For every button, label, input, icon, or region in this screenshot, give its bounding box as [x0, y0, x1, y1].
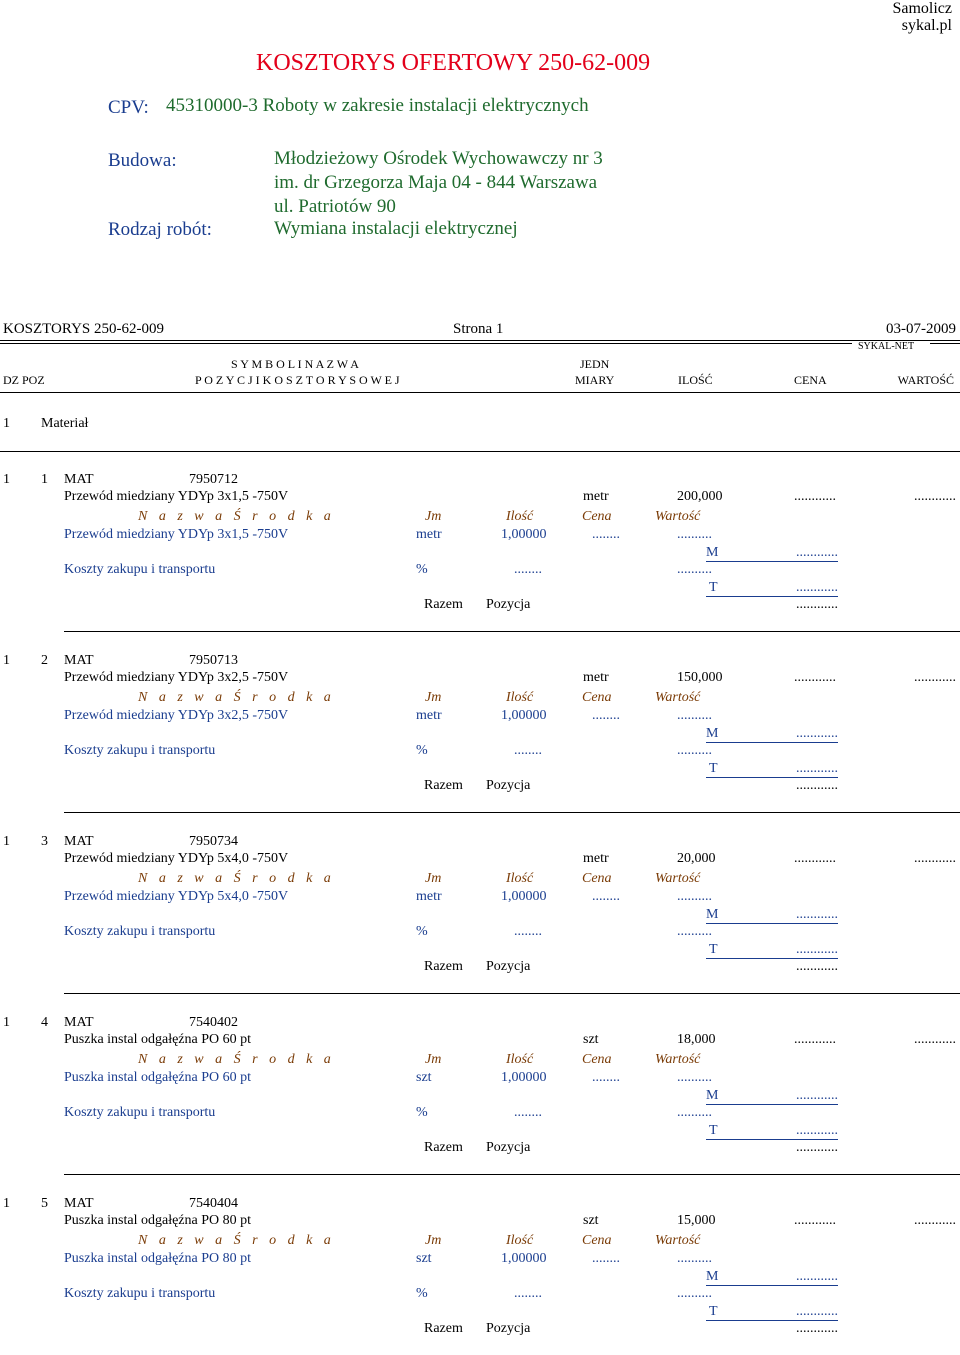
resource-unit: metr — [416, 527, 442, 542]
resource-header-cena: Cena — [582, 509, 612, 524]
col-wartosc: WARTOŚĆ — [897, 373, 954, 387]
pozycja-label: Pozycja — [486, 778, 531, 793]
columns-rule — [0, 392, 960, 393]
position-poz: 1 — [41, 472, 48, 487]
position-poz: 3 — [41, 834, 48, 849]
col-dz-poz: DZ POZ — [3, 373, 45, 387]
subtotal-m-dots: ............ — [796, 1088, 838, 1103]
position-wartosc-dots: ............ — [914, 1213, 956, 1228]
position-kind: MAT — [64, 834, 94, 849]
position-unit: metr — [583, 851, 609, 866]
razem-label: Razem — [424, 1321, 463, 1336]
pozycja-label: Pozycja — [486, 959, 531, 974]
resource-qty: 1,00000 — [501, 889, 547, 904]
subtotal-t-label: T — [709, 761, 718, 776]
rodzaj-value: Wymiana instalacji elektrycznej — [274, 218, 518, 239]
brand-label: SYKAL-NET — [858, 341, 915, 352]
position-unit: metr — [583, 489, 609, 504]
resource-header-nazwa: N a z w a Ś r o d k a — [138, 871, 335, 886]
position-poz: 5 — [41, 1196, 48, 1211]
budowa-label: Budowa: — [108, 150, 177, 171]
cpv-label: CPV: — [108, 97, 149, 118]
koszty-percent: % — [416, 1105, 428, 1120]
koszty-label: Koszty zakupu i transportu — [64, 562, 216, 577]
resource-cena-dots: ........ — [592, 1251, 620, 1266]
position-qty: 18,000 — [677, 1032, 716, 1047]
resource-wartosc-dots: .......... — [677, 889, 712, 904]
resource-name: Puszka instal odgałęźna PO 80 pt — [64, 1251, 252, 1266]
position-qty: 15,000 — [677, 1213, 716, 1228]
page-header-right: 03-07-2009 — [886, 321, 956, 337]
resource-cena-dots: ........ — [592, 527, 620, 542]
koszty-rate-dots: ........ — [514, 743, 542, 758]
position-unit: szt — [583, 1213, 599, 1228]
position-wartosc-dots: ............ — [914, 851, 956, 866]
resource-unit: szt — [416, 1251, 432, 1266]
koszty-rate-dots: ........ — [514, 562, 542, 577]
koszty-value-dots: .......... — [677, 562, 712, 577]
koszty-percent: % — [416, 562, 428, 577]
col-jedn-line2: MIARY — [575, 373, 615, 387]
subtotal-t-dots: ............ — [796, 942, 838, 957]
resource-qty: 1,00000 — [501, 527, 547, 542]
budowa-line-3: ul. Patriotów 90 — [274, 196, 396, 217]
col-ilosc: ILOŚĆ — [678, 373, 713, 387]
subtotal-m-dots: ............ — [796, 1269, 838, 1284]
position-dz: 1 — [3, 1196, 10, 1211]
pozycja-label: Pozycja — [486, 597, 531, 612]
subtotal-t-dots: ............ — [796, 580, 838, 595]
subtotal-m-underline — [706, 561, 838, 562]
position-name: Przewód miedziany YDYp 5x4,0 -750V — [64, 851, 289, 866]
razem-dots: ............ — [796, 1140, 838, 1155]
razem-label: Razem — [424, 597, 463, 612]
position-code: 7540404 — [189, 1196, 238, 1211]
position-kind: MAT — [64, 1196, 94, 1211]
position-unit: metr — [583, 670, 609, 685]
resource-header-jm: Jm — [425, 1233, 442, 1248]
position-dz: 1 — [3, 472, 10, 487]
position-code: 7950734 — [189, 834, 238, 849]
resource-header-ilosc: Ilość — [506, 509, 534, 524]
position-name: Przewód miedziany YDYp 3x1,5 -750V — [64, 489, 289, 504]
resource-name: Przewód miedziany YDYp 3x1,5 -750V — [64, 527, 289, 542]
document-title: KOSZTORYS OFERTOWY 250-62-009 — [256, 50, 651, 76]
resource-header-ilosc: Ilość — [506, 1052, 534, 1067]
resource-header-jm: Jm — [425, 1052, 442, 1067]
page-header-left: KOSZTORYS 250-62-009 — [3, 321, 164, 337]
resource-name: Puszka instal odgałęźna PO 60 pt — [64, 1070, 252, 1085]
pozycja-label: Pozycja — [486, 1140, 531, 1155]
koszty-label: Koszty zakupu i transportu — [64, 1105, 216, 1120]
position-separator — [64, 631, 960, 632]
resource-unit: metr — [416, 889, 442, 904]
resource-unit: szt — [416, 1070, 432, 1085]
subtotal-t-underline — [706, 1320, 838, 1321]
koszty-label: Koszty zakupu i transportu — [64, 924, 216, 939]
position-code: 7950713 — [189, 653, 238, 668]
position-separator — [64, 1174, 960, 1175]
subtotal-m-label: M — [706, 907, 719, 922]
resource-wartosc-dots: .......... — [677, 1070, 712, 1085]
position-poz: 4 — [41, 1015, 48, 1030]
subtotal-t-label: T — [709, 942, 718, 957]
koszty-rate-dots: ........ — [514, 924, 542, 939]
resource-header-ilosc: Ilość — [506, 871, 534, 886]
resource-header-wartosc: Wartość — [655, 1052, 701, 1067]
koszty-label: Koszty zakupu i transportu — [64, 1286, 216, 1301]
position-separator — [64, 993, 960, 994]
koszty-value-dots: .......... — [677, 1105, 712, 1120]
subtotal-t-label: T — [709, 1123, 718, 1138]
resource-qty: 1,00000 — [501, 1070, 547, 1085]
resource-wartosc-dots: .......... — [677, 708, 712, 723]
resource-wartosc-dots: .......... — [677, 527, 712, 542]
resource-header-cena: Cena — [582, 690, 612, 705]
koszty-value-dots: .......... — [677, 924, 712, 939]
position-code: 7950712 — [189, 472, 238, 487]
resource-header-nazwa: N a z w a Ś r o d k a — [138, 509, 335, 524]
subtotal-m-label: M — [706, 1088, 719, 1103]
position-separator — [64, 812, 960, 813]
razem-label: Razem — [424, 778, 463, 793]
position-poz: 2 — [41, 653, 48, 668]
koszty-percent: % — [416, 924, 428, 939]
position-cena-dots: ............ — [794, 1032, 836, 1047]
koszty-percent: % — [416, 743, 428, 758]
subtotal-m-label: M — [706, 726, 719, 741]
subtotal-t-label: T — [709, 1304, 718, 1319]
koszty-rate-dots: ........ — [514, 1105, 542, 1120]
subtotal-m-underline — [706, 742, 838, 743]
resource-header-jm: Jm — [425, 509, 442, 524]
resource-header-cena: Cena — [582, 1233, 612, 1248]
subtotal-t-dots: ............ — [796, 1304, 838, 1319]
resource-header-nazwa: N a z w a Ś r o d k a — [138, 1233, 335, 1248]
resource-header-jm: Jm — [425, 690, 442, 705]
razem-dots: ............ — [796, 778, 838, 793]
resource-cena-dots: ........ — [592, 708, 620, 723]
position-cena-dots: ............ — [794, 670, 836, 685]
corner-label-1: Samolicz — [892, 0, 952, 17]
position-kind: MAT — [64, 653, 94, 668]
position-wartosc-dots: ............ — [914, 489, 956, 504]
cpv-value: 45310000-3 Roboty w zakresie instalacji elektrycznych — [166, 95, 589, 116]
position-cena-dots: ............ — [794, 489, 836, 504]
pozycja-label: Pozycja — [486, 1321, 531, 1336]
col-jedn-line1: JEDN — [580, 357, 610, 371]
position-dz: 1 — [3, 653, 10, 668]
position-wartosc-dots: ............ — [914, 1032, 956, 1047]
razem-dots: ............ — [796, 1321, 838, 1336]
subtotal-m-underline — [706, 923, 838, 924]
position-name: Puszka instal odgałęźna PO 80 pt — [64, 1213, 252, 1228]
resource-qty: 1,00000 — [501, 1251, 547, 1266]
position-name: Puszka instal odgałęźna PO 60 pt — [64, 1032, 252, 1047]
position-cena-dots: ............ — [794, 1213, 836, 1228]
koszty-value-dots: .......... — [677, 1286, 712, 1301]
resource-cena-dots: ........ — [592, 889, 620, 904]
subtotal-t-dots: ............ — [796, 1123, 838, 1138]
position-unit: szt — [583, 1032, 599, 1047]
resource-header-jm: Jm — [425, 871, 442, 886]
budowa-line-2: im. dr Grzegorza Maja 04 - 844 Warszawa — [274, 172, 598, 193]
position-qty: 200,000 — [677, 489, 723, 504]
resource-qty: 1,00000 — [501, 708, 547, 723]
resource-header-ilosc: Ilość — [506, 1233, 534, 1248]
subtotal-t-underline — [706, 1139, 838, 1140]
header-rule-3 — [930, 343, 960, 344]
resource-header-wartosc: Wartość — [655, 871, 701, 886]
subtotal-t-underline — [706, 777, 838, 778]
resource-unit: metr — [416, 708, 442, 723]
koszty-rate-dots: ........ — [514, 1286, 542, 1301]
rodzaj-label: Rodzaj robót: — [108, 219, 212, 240]
subtotal-m-dots: ............ — [796, 726, 838, 741]
header-rule-1 — [0, 340, 960, 341]
position-kind: MAT — [64, 1015, 94, 1030]
resource-header-nazwa: N a z w a Ś r o d k a — [138, 690, 335, 705]
subtotal-m-underline — [706, 1285, 838, 1286]
resource-header-ilosc: Ilość — [506, 690, 534, 705]
position-name: Przewód miedziany YDYp 3x2,5 -750V — [64, 670, 289, 685]
section-number: 1 — [3, 416, 10, 431]
subtotal-t-dots: ............ — [796, 761, 838, 776]
resource-header-wartosc: Wartość — [655, 509, 701, 524]
budowa-line-1: Młodzieżowy Ośrodek Wychowawczy nr 3 — [274, 148, 603, 169]
razem-label: Razem — [424, 1140, 463, 1155]
koszty-label: Koszty zakupu i transportu — [64, 743, 216, 758]
subtotal-t-label: T — [709, 580, 718, 595]
corner-label-2: sykal.pl — [901, 17, 952, 34]
subtotal-m-label: M — [706, 1269, 719, 1284]
resource-header-nazwa: N a z w a Ś r o d k a — [138, 1052, 335, 1067]
resource-wartosc-dots: .......... — [677, 1251, 712, 1266]
subtotal-t-underline — [706, 958, 838, 959]
col-symbol-line1: S Y M B O L I N A Z W A — [231, 357, 359, 371]
position-code: 7540402 — [189, 1015, 238, 1030]
razem-dots: ............ — [796, 959, 838, 974]
position-dz: 1 — [3, 834, 10, 849]
resource-header-cena: Cena — [582, 1052, 612, 1067]
subtotal-m-dots: ............ — [796, 545, 838, 560]
position-qty: 20,000 — [677, 851, 716, 866]
razem-dots: ............ — [796, 597, 838, 612]
subtotal-m-dots: ............ — [796, 907, 838, 922]
subtotal-m-label: M — [706, 545, 719, 560]
subtotal-t-underline — [706, 596, 838, 597]
koszty-value-dots: .......... — [677, 743, 712, 758]
resource-name: Przewód miedziany YDYp 3x2,5 -750V — [64, 708, 289, 723]
header-rule-2 — [0, 343, 852, 344]
position-wartosc-dots: ............ — [914, 670, 956, 685]
position-kind: MAT — [64, 472, 94, 487]
resource-header-cena: Cena — [582, 871, 612, 886]
section-name: Materiał — [41, 416, 89, 431]
resource-cena-dots: ........ — [592, 1070, 620, 1085]
col-cena: CENA — [794, 373, 827, 387]
position-dz: 1 — [3, 1015, 10, 1030]
position-cena-dots: ............ — [794, 851, 836, 866]
resource-header-wartosc: Wartość — [655, 1233, 701, 1248]
koszty-percent: % — [416, 1286, 428, 1301]
subtotal-m-underline — [706, 1104, 838, 1105]
position-qty: 150,000 — [677, 670, 723, 685]
resource-name: Przewód miedziany YDYp 5x4,0 -750V — [64, 889, 289, 904]
razem-label: Razem — [424, 959, 463, 974]
section-rule — [0, 451, 960, 452]
col-symbol-line2: P O Z Y C J I K O S Z T O R Y S O W E J — [195, 373, 400, 387]
resource-header-wartosc: Wartość — [655, 690, 701, 705]
page-header-center: Strona 1 — [453, 321, 504, 337]
